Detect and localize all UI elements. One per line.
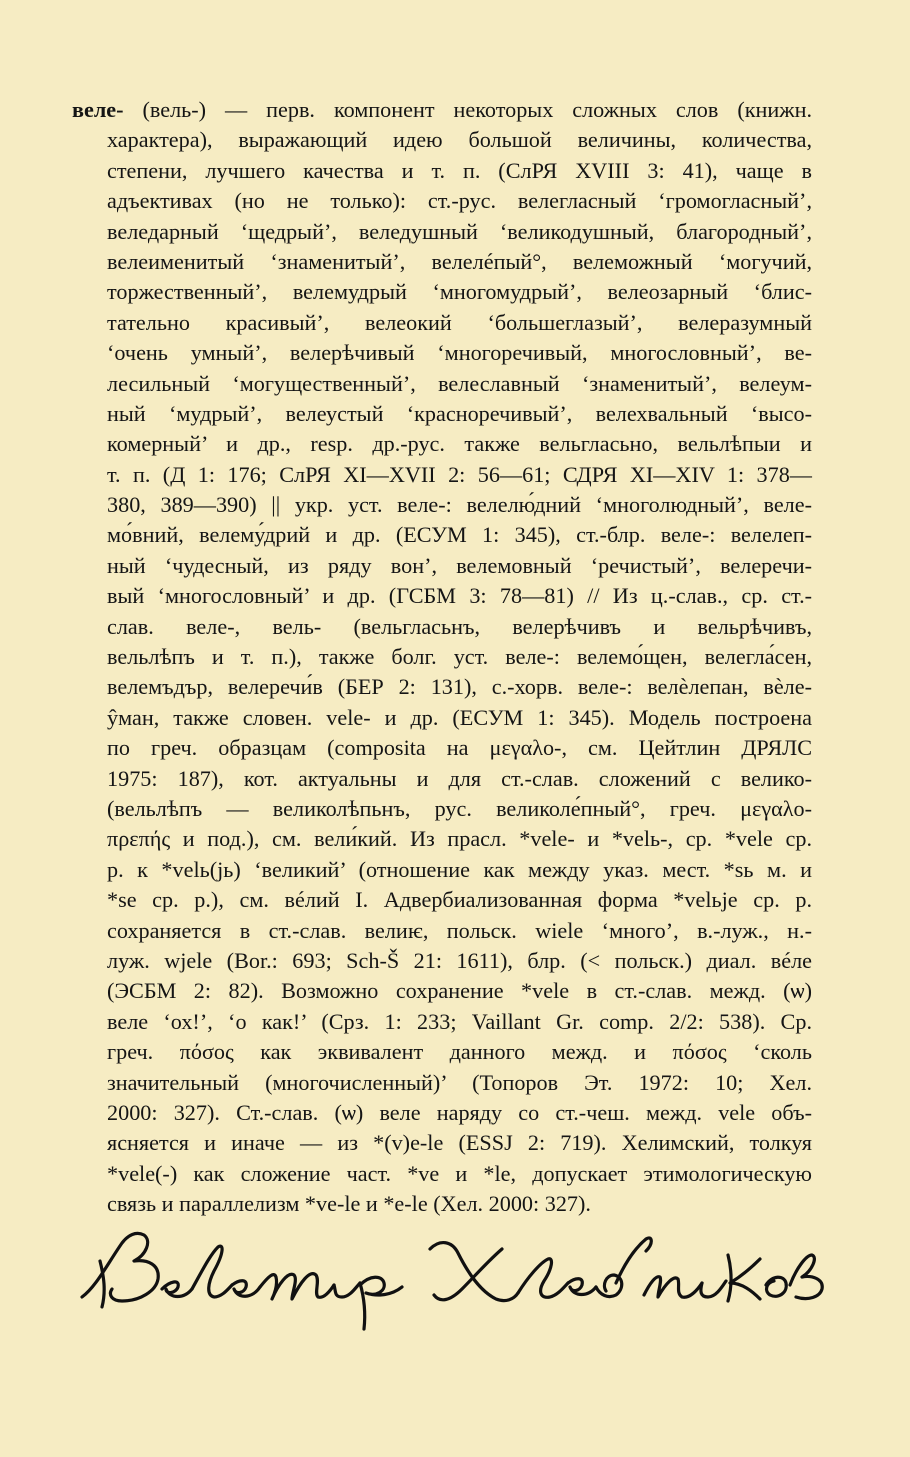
entry-line: (вельлѣпъ — великолѣпьнъ, рус. великоле́пный°, греч. μεγαλο- bbox=[107, 795, 812, 821]
entry-line: веледарный ‘щедрый’, веледушный ‘великодушный, благородный’, bbox=[107, 218, 812, 244]
entry-line: вельлѣпъ и т. п.), также болг. уст. веле-: велемо́щен, велегла́сен, bbox=[107, 644, 812, 670]
handwritten-signature bbox=[78, 1225, 838, 1335]
entry-line: 1975: 187), кот. актуальны и для ст.-слав. сложений с велико- bbox=[107, 765, 812, 791]
entry-line: по греч. образцам (composita на μεγαλο-, см. Цейтлин ДРЯЛС bbox=[107, 735, 812, 761]
entry-line: тательно красивый’, велеокий ‘большеглазый’, велеразумный bbox=[107, 309, 812, 335]
entry-line: лесильный ‘могущественный’, велеславный ‘знаменитый’, велеум- bbox=[107, 370, 812, 396]
entry-line: ный ‘чудесный, из ряду вон’, велемовный ‘речистый’, велеречи- bbox=[107, 552, 812, 578]
entry-line: характера), выражающий идею большой величины, количества, bbox=[107, 127, 812, 153]
entry-line: сохраняется в ст.-слав. велиѥ, польск. wiele ‘много’, в.-луж., н.- bbox=[107, 917, 812, 943]
entry-line: комерный’ и др., resp. др.-рус. также вельгласьно, вельлѣпыи и bbox=[107, 431, 812, 457]
entry-line: *vele(-) как сложение част. *ve и *le, допускает этимологическую bbox=[107, 1160, 812, 1186]
entry-line: веле ‘ох!’, ‘о как!’ (Срз. 1: 233; Vaillant Gr. comp. 2/2: 538). Ср. bbox=[107, 1008, 812, 1034]
entry-line: ный ‘мудрый’, велеустый ‘красноречивый’, велехвальный ‘высо- bbox=[107, 400, 812, 426]
entry-line: р. к *velь(jь) ‘великий’ (отношение как между указ. мест. *sь м. и bbox=[107, 856, 812, 882]
headword: веле- bbox=[72, 97, 124, 122]
entry-line: πρεπής и под.), см. вели́кий. Из прасл. *vele- и *velь-, ср. *vele ср. bbox=[107, 826, 812, 852]
entry-line: *se ср. р.), см. вéлий I. Адвербиализованная форма *velьje ср. р. bbox=[107, 887, 812, 913]
entry-line: ‘очень умный’, велерѣчивый ‘многоречивый, многословный’, ве- bbox=[107, 340, 812, 366]
entry-line: 380, 389—390) || укр. уст. веле-: велелю́дний ‘многолюдный’, веле- bbox=[107, 492, 812, 518]
entry-line: луж. wjele (Bor.: 693; Sch-Š 21: 1611), блр. (< польск.) диал. вéле bbox=[107, 947, 812, 973]
dictionary-entry bbox=[72, 95, 812, 1219]
entry-line: (ЭСБМ 2: 82). Возможно сохранение *vele в ст.-слав. межд. (ѡ) bbox=[107, 978, 812, 1004]
entry-line: ŷман, также словен. vele- и др. (ЕСУМ 1: 345). Модель построена bbox=[107, 704, 812, 730]
entry-line: вый ‘многословный’ и др. (ГСБМ 3: 78—81) // Из ц.-слав., ср. ст.- bbox=[107, 583, 812, 609]
entry-line: степени, лучшего качества и т. п. (СлРЯ XVIII 3: 41), чаще в bbox=[107, 157, 812, 183]
entry-line: связь и параллелизм *ve-le и *e-le (Хел. 2000: 327). bbox=[107, 1191, 591, 1217]
entry-line: т. п. (Д 1: 176; СлРЯ XI—XVII 2: 56—61; СДРЯ XI—XIV 1: 378— bbox=[107, 461, 812, 487]
entry-line: велемъдър, велеречи́в (БЕР 2: 131), с.-хорв. веле-: велѐлепан, вѐле- bbox=[107, 674, 812, 700]
entry-line: торжественный’, велемудрый ‘многомудрый’, велеозарный ‘блис- bbox=[107, 279, 812, 305]
entry-line: слав. веле-, вель- (вельгласьнъ, велерѣчивъ и вельрѣчивъ, bbox=[107, 613, 812, 639]
entry-line: мо́вний, велему́дрий и др. (ЕСУМ 1: 345), ст.-блр. веле-: велелеп- bbox=[107, 522, 812, 548]
entry-line-0 bbox=[72, 95, 812, 125]
entry-line: греч. πόσος как эквивалент данного межд. и πόσος ‘сколь bbox=[107, 1039, 812, 1065]
entry-line: велеименитый ‘знаменитый’, велелéпый°, велеможный ‘могучий, bbox=[107, 248, 812, 274]
entry-line-text: (вель-) — перв. компонент некоторых сложных слов (книжн. bbox=[142, 97, 812, 122]
entry-line: адъективах (но не только): ст.-рус. велегласный ‘громогласный’, bbox=[107, 188, 812, 214]
entry-line: ясняется и иначе — из *(v)e-le (ESSJ 2: 719). Хелимский, толкуя bbox=[107, 1130, 812, 1156]
entry-line: значительный (многочисленный)’ (Топоров Эт. 1972: 10; Хел. bbox=[107, 1069, 812, 1095]
entry-line: 2000: 327). Ст.-слав. (ѡ) веле наряду со ст.-чеш. межд. vele объ- bbox=[107, 1099, 812, 1125]
